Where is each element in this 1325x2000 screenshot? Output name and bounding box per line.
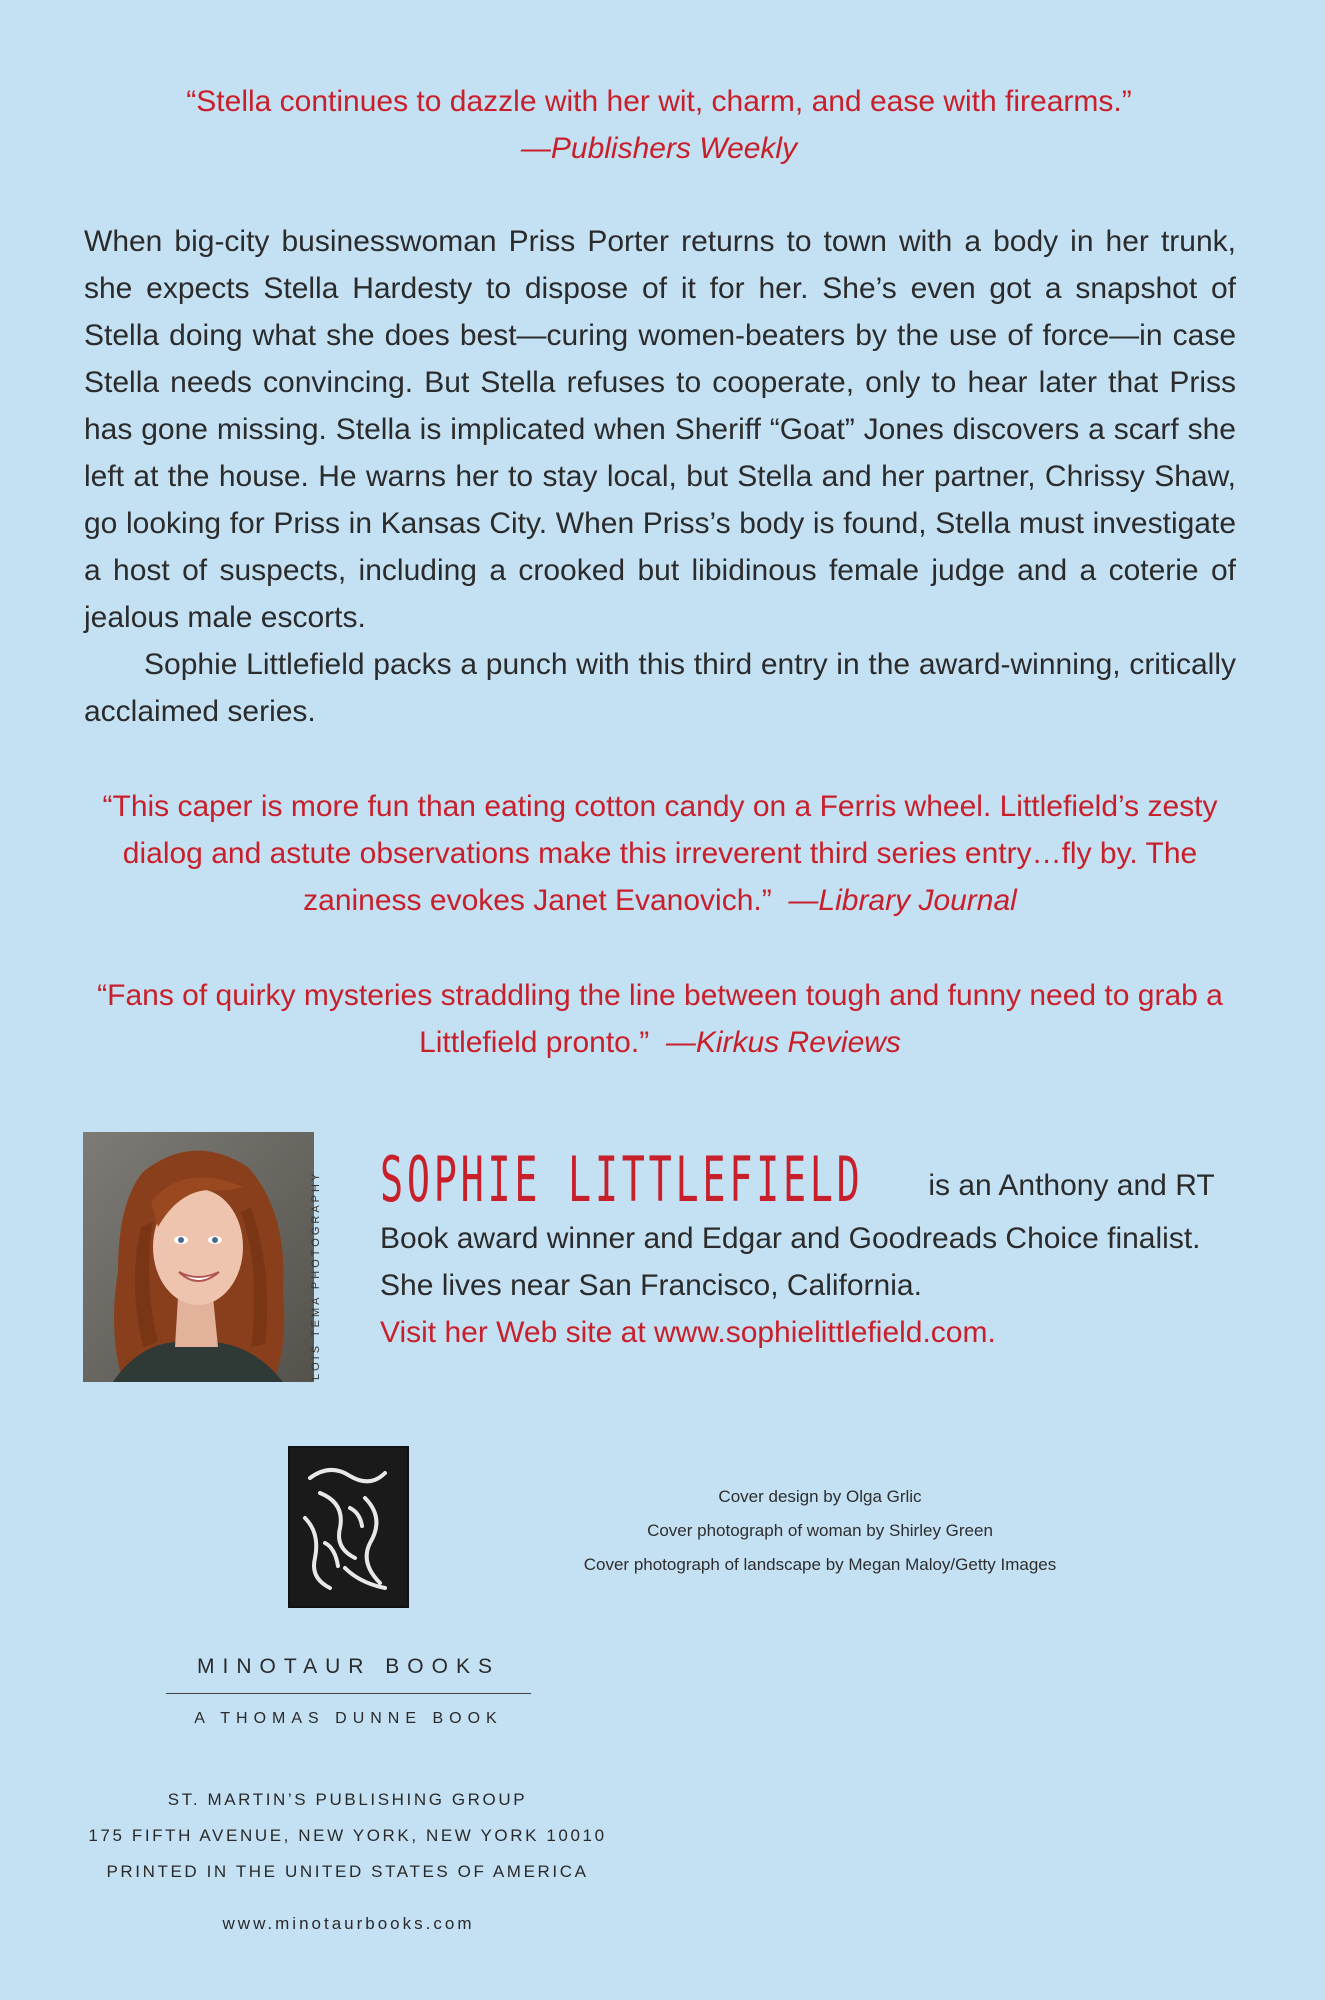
cover-credit-line: Cover design by Olga Grlic	[718, 1487, 922, 1506]
author-photo	[83, 1132, 314, 1382]
blurb-paragraph-1: When big-city businesswoman Priss Porter returns to town with a body in her trunk, she expects Stella Hardesty to dispose of it for her. She’s even got a snapshot of Stella doing what she does best—curing women-beaters by the use of force—in case Stella needs convincing. But Stella refuses to cooperate, only to hear later that Priss has gone missing. Stella is implicated when Sheriff “Goat” Jones discovers a scarf she left at the house. He warns her to stay local, but Stella and her partner, Chrissy Shaw, go looking for Priss in Kansas City. When Priss’s body is found, Stella must investigate a host of suspects, including a crooked but libidinous female judge and a coterie of jealous male escorts.	[84, 225, 1236, 634]
library-journal-quote	[84, 783, 1236, 924]
publisher-name: MINOTAUR BOOKS	[166, 1655, 531, 1694]
publisher-block	[166, 1655, 531, 1728]
publisher-imprint: A THOMAS DUNNE BOOK	[194, 1710, 503, 1727]
quote-2-text: “This caper is more fun than eating cotton candy on a Ferris wheel. Littlefield’s zesty dialog and astute observations make this irreverent third series entry…fly by. The zaniness evokes Janet Evanovich.”	[102, 790, 1218, 917]
address-line: ST. MARTIN’S PUBLISHING GROUP	[167, 1790, 528, 1809]
quote-3-text: “Fans of quirky mysteries straddling the line between tough and funny need to grab a Littlefield pronto.”	[97, 979, 1223, 1059]
quote-2-attribution: —Library Journal	[788, 884, 1017, 917]
book-blurb	[84, 218, 1236, 735]
cover-credit-line: Cover photograph of landscape by Megan Maloy/Getty Images	[583, 1555, 1057, 1574]
top-review-quote	[84, 78, 1234, 172]
address-line: PRINTED IN THE UNITED STATES OF AMERICA	[106, 1862, 589, 1881]
cover-credits	[500, 1480, 1140, 1582]
top-quote-text: “Stella continues to dazzle with her wit, charm, and ease with firearms.”	[186, 85, 1132, 118]
publisher-address	[60, 1782, 635, 1890]
address-line: 175 FIFTH AVENUE, NEW YORK, NEW YORK 10010	[88, 1826, 607, 1845]
publisher-website[interactable]: www.minotaurbooks.com	[222, 1914, 475, 1933]
photo-credit: LOIS TEMA PHOTOGRAPHY	[310, 1170, 322, 1380]
author-name: SOPHIE LITTLEFIELD	[380, 1143, 864, 1216]
quote-3-attribution: —Kirkus Reviews	[665, 1026, 901, 1059]
cover-credit-line: Cover photograph of woman by Shirley Green	[647, 1521, 993, 1540]
kirkus-quote	[84, 972, 1236, 1066]
minotaur-logo-icon	[288, 1446, 409, 1608]
author-bio-text: is an Anthony and RT Book award winner and Edgar and Goodreads Choice finalist. She lives near San Francisco, California.	[380, 1169, 1215, 1302]
author-bio	[380, 1145, 1236, 1356]
author-website[interactable]: Visit her Web site at www.sophielittlefield.com.	[380, 1316, 996, 1349]
blurb-paragraph-2: Sophie Littlefield packs a punch with this third entry in the award-winning, critically acclaimed series.	[84, 648, 1236, 728]
top-quote-attribution: —Publishers Weekly	[520, 132, 798, 165]
